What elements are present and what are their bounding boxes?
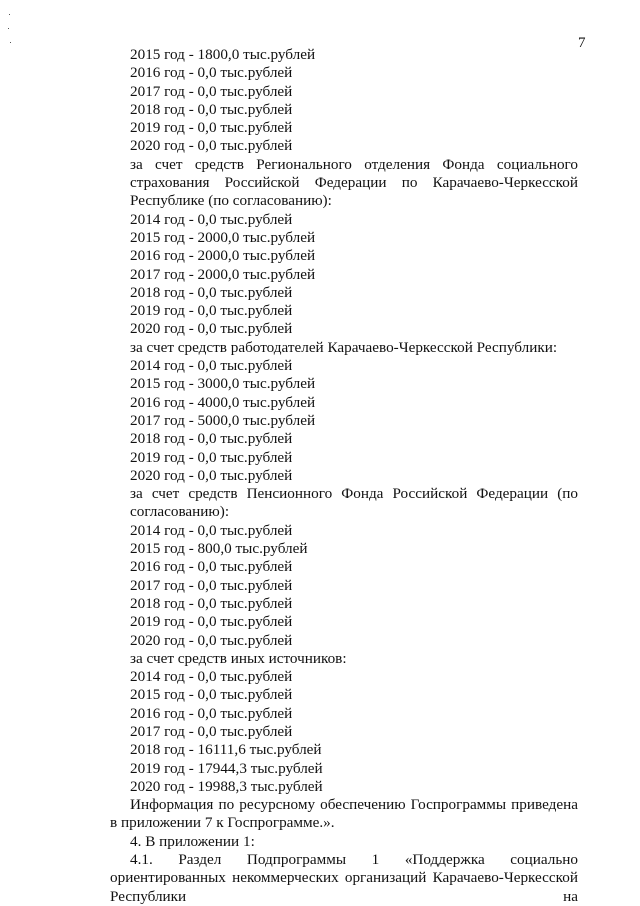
funding-year-line: 2016 год - 0,0 тыс.рублей — [130, 704, 293, 722]
funding-source-heading: за счет средств Регионального отделения Фонда социального страхования Российской Федерации по Карачаево-Черкесской Республике (по согласованию): — [130, 155, 578, 210]
funding-source-heading: за счет средств работодателей Карачаево-Черкесской Республики: — [130, 338, 558, 356]
funding-year-line: 2014 год - 0,0 тыс.рублей — [130, 668, 293, 686]
funding-source-heading: за счет средств Пенсионного Фонда Российской Федерации (по согласованию): — [130, 485, 578, 521]
funding-year-line: 2020 год - 0,0 тыс.рублей — [130, 137, 293, 155]
funding-year-line: 2019 год - 0,0 тыс.рублей — [130, 448, 293, 466]
funding-year-line: 2019 год - 0,0 тыс.рублей — [130, 613, 293, 631]
funding-year-line: 2019 год - 17944,3 тыс.рублей — [130, 759, 323, 777]
funding-year-line: 2018 год - 0,0 тыс.рублей — [130, 283, 293, 301]
funding-year-line: 2017 год - 2000,0 тыс.рублей — [130, 265, 316, 283]
funding-source-heading: за счет средств иных источников: — [130, 649, 347, 667]
funding-year-line: 2020 год - 0,0 тыс.рублей — [130, 631, 293, 649]
body-paragraph: 4.1. Раздел Подпрограммы 1 «Поддержка социально ориентированных некоммерческих организаций Карачаево-Черкесской Республики на — [110, 851, 578, 905]
page-number: 7 — [578, 35, 586, 51]
scan-artifact — [8, 14, 12, 44]
funding-year-line: 2014 год - 0,0 тыс.рублей — [130, 521, 293, 539]
funding-year-line: 2018 год - 16111,6 тыс.рублей — [130, 741, 322, 759]
list-item: 4. В приложении 1: — [130, 832, 255, 850]
funding-year-line: 2018 год - 0,0 тыс.рублей — [130, 594, 293, 612]
funding-year-line: 2020 год - 0,0 тыс.рублей — [130, 466, 293, 484]
funding-year-line: 2018 год - 0,0 тыс.рублей — [130, 430, 293, 448]
funding-year-line: 2015 год - 2000,0 тыс.рублей — [130, 228, 316, 246]
document-body — [110, 46, 578, 906]
funding-year-line: 2017 год - 0,0 тыс.рублей — [130, 722, 293, 740]
funding-year-line: 2017 год - 0,0 тыс.рублей — [130, 576, 293, 594]
funding-year-line: 2016 год - 2000,0 тыс.рублей — [130, 247, 316, 265]
funding-year-line: 2015 год - 800,0 тыс.рублей — [130, 540, 308, 558]
funding-year-line: 2020 год - 19988,3 тыс.рублей — [130, 777, 323, 795]
funding-year-line: 2020 год - 0,0 тыс.рублей — [130, 320, 293, 338]
funding-year-line: 2015 год - 3000,0 тыс.рублей — [130, 375, 316, 393]
funding-year-line: 2016 год - 0,0 тыс.рублей — [130, 64, 293, 82]
funding-year-line: 2016 год - 4000,0 тыс.рублей — [130, 393, 316, 411]
funding-year-line: 2019 год - 0,0 тыс.рублей — [130, 302, 293, 320]
funding-year-line: 2015 год - 1800,0 тыс.рублей — [130, 46, 316, 63]
funding-year-line: 2014 год - 0,0 тыс.рублей — [130, 210, 293, 228]
funding-year-line: 2016 год - 0,0 тыс.рублей — [130, 558, 293, 576]
body-paragraph: Информация по ресурсному обеспечению Госпрограммы приведена в приложении 7 к Госпрограмме.». — [110, 796, 578, 832]
funding-year-line: 2017 год - 0,0 тыс.рублей — [130, 82, 293, 100]
funding-year-line: 2015 год - 0,0 тыс.рублей — [130, 686, 293, 704]
funding-year-line: 2017 год - 5000,0 тыс.рублей — [130, 411, 316, 429]
funding-year-line: 2019 год - 0,0 тыс.рублей — [130, 119, 293, 137]
funding-year-line: 2014 год - 0,0 тыс.рублей — [130, 357, 293, 375]
funding-year-line: 2018 год - 0,0 тыс.рублей — [130, 100, 293, 118]
